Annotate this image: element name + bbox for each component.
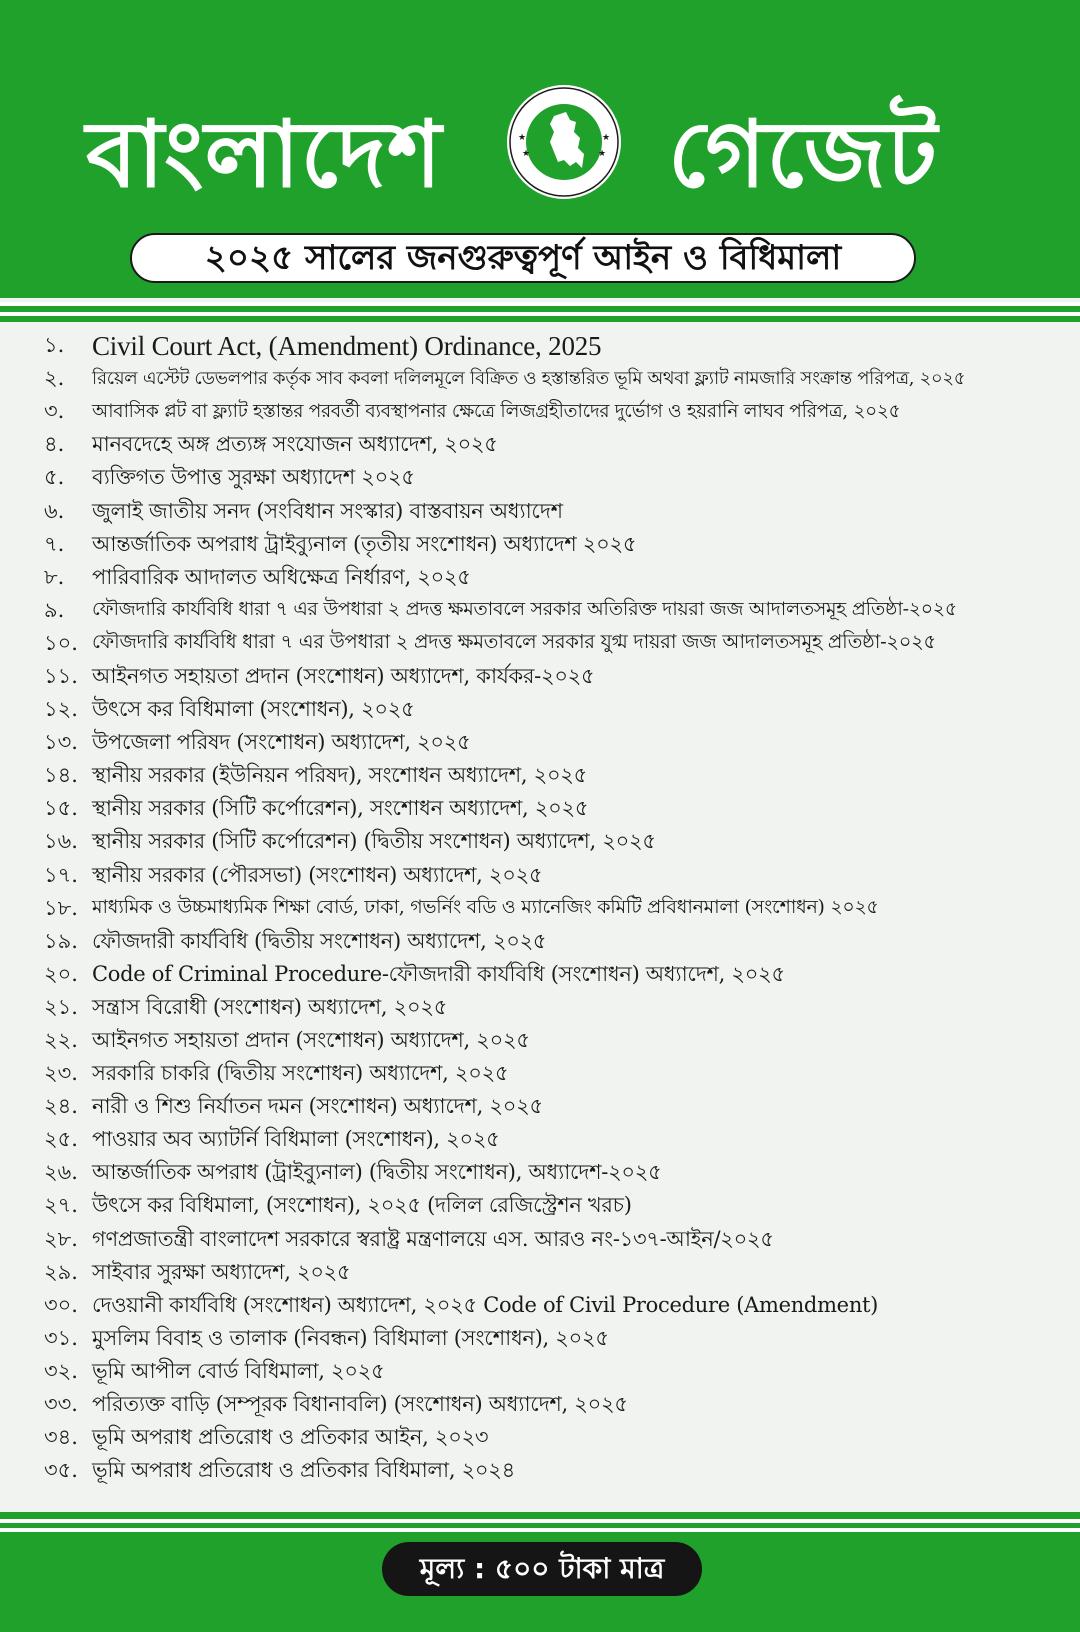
item-text: উৎসে কর বিধিমালা (সংশোধন), ২০২৫	[92, 697, 415, 722]
list-item	[44, 926, 1064, 959]
item-text: ভূমি অপরাধ প্রতিরোধ ও প্রতিকার বিধিমালা, ২০২৪	[92, 1458, 515, 1483]
item-text: ভূমি অপরাধ প্রতিরোধ ও প্রতিকার আইন, ২০২৩	[92, 1425, 489, 1450]
item-text: স্থানীয় সরকার (সিটি কর্পোরেশন), সংশোধন অধ্যাদেশ, ২০২৫	[92, 796, 589, 821]
item-number: ১.	[44, 333, 65, 358]
list-item	[44, 1422, 1064, 1455]
item-number: ৩.	[44, 399, 65, 424]
item-number: ৩৫.	[44, 1458, 78, 1483]
law-list	[44, 330, 1064, 1488]
svg-text:★: ★	[518, 133, 527, 143]
item-number: ৮.	[44, 564, 65, 589]
item-text: Civil Court Act, (Amendment) Ordinance, 2025	[92, 331, 602, 362]
item-number: ২৭.	[44, 1193, 78, 1218]
item-number: ২৩.	[44, 1061, 78, 1086]
item-text: আইনগত সহায়তা প্রদান (সংশোধন) অধ্যাদেশ, কার্যকর-২০২৫	[92, 663, 595, 688]
list-item	[44, 694, 1064, 727]
list-item	[44, 1323, 1064, 1356]
list-item	[44, 429, 1064, 462]
item-number: ৩৩.	[44, 1392, 78, 1417]
item-number: ২৫.	[44, 1127, 78, 1152]
item-text: পারিবারিক আদালত অধিক্ষেত্র নির্ধারণ, ২০২৫	[92, 564, 471, 589]
list-item	[44, 826, 1064, 859]
subtitle-banner: ২০২৫ সালের জনগুরুত্বপূর্ণ আইন ও বিধিমালা	[130, 233, 916, 283]
list-item	[44, 992, 1064, 1025]
item-number: ২.	[44, 366, 65, 391]
list-item	[44, 1356, 1064, 1389]
item-number: ৬.	[44, 498, 65, 523]
svg-text:★: ★	[598, 149, 607, 159]
title-bangladesh: বাংলাদেশ	[86, 101, 443, 208]
list-item	[44, 893, 1064, 926]
item-text: মুসলিম বিবাহ ও তালাক (নিবন্ধন) বিধিমালা (সংশোধন), ২০২৫	[92, 1325, 609, 1350]
item-number: ১৩.	[44, 730, 78, 755]
government-emblem-icon	[504, 82, 624, 202]
item-text: রিয়েল এস্টেট ডেভলপার কর্তৃক সাব কবলা দলিলমূলে বিক্রিত ও হস্তান্তরিত ভূমি অথবা ফ্ল্যাট নামজারি সংক্রান্ত পরিপত্র, ২০২৫	[92, 368, 966, 390]
list-item	[44, 562, 1064, 595]
list-item	[44, 1190, 1064, 1223]
list-item	[44, 330, 1064, 363]
item-text: নারী ও শিশু নির্যাতন দমন (সংশোধন) অধ্যাদেশ, ২০২৫	[92, 1094, 543, 1119]
list-item	[44, 793, 1064, 826]
item-text: ব্যক্তিগত উপাত্ত সুরক্ষা অধ্যাদেশ ২০২৫	[92, 465, 415, 490]
item-number: ১৬.	[44, 829, 78, 854]
item-number: ২৮.	[44, 1226, 78, 1251]
item-text: স্থানীয় সরকার (ইউনিয়ন পরিষদ), সংশোধন অধ্যাদেশ, ২০২৫	[92, 763, 587, 788]
list-item	[44, 1058, 1064, 1091]
list-item	[44, 1025, 1064, 1058]
list-item	[44, 1124, 1064, 1157]
content-area	[0, 322, 1080, 1508]
item-number: ১১.	[44, 663, 78, 688]
item-number: ১৭.	[44, 862, 78, 887]
item-text: স্থানীয় সরকার (সিটি কর্পোরেশন) (দ্বিতীয় সংশোধন) অধ্যাদেশ, ২০২৫	[92, 829, 656, 854]
item-text: উৎসে কর বিধিমালা, (সংশোধন), ২০২৫ (দলিল রেজিস্ট্রেশন খরচ)	[92, 1193, 632, 1218]
list-item	[44, 727, 1064, 760]
list-item	[44, 396, 1064, 429]
item-number: ১৮.	[44, 895, 78, 920]
item-text: আন্তর্জাতিক অপরাধ ট্রাইব্যুনাল (তৃতীয় সংশোধন) অধ্যাদেশ ২০২৫	[92, 531, 637, 556]
item-text: গণপ্রজাতন্ত্রী বাংলাদেশ সরকারে স্বরাষ্ট্র মন্ত্রণালয়ে এস. আরও নং-১৩৭-আইন/২০২৫	[92, 1226, 774, 1251]
item-text: পরিত্যক্ত বাড়ি (সম্পূরক বিধানাবলি) (সংশোধন) অধ্যাদেশ, ২০২৫	[92, 1392, 628, 1417]
item-number: ২১.	[44, 994, 78, 1019]
item-text: উপজেলা পরিষদ (সংশোধন) অধ্যাদেশ, ২০২৫	[92, 730, 471, 755]
footer-divider-line	[0, 1519, 1080, 1523]
item-number: ৫.	[44, 465, 65, 490]
list-item	[44, 959, 1064, 992]
item-number: ১৫.	[44, 796, 78, 821]
item-number: ১৯.	[44, 928, 78, 953]
item-number: ৪.	[44, 432, 65, 457]
item-text: আবাসিক প্লট বা ফ্ল্যাট হস্তান্তর পরবর্তী ব্যবস্থাপনার ক্ষেত্রে লিজগ্রহীতাদের দুর্ভোগ ও হয়রানি লাঘব পরিপত্র, ২০২৫	[92, 401, 901, 423]
item-text: ফৌজদারি কার্যবিধি ধারা ৭ এর উপধারা ২ প্রদত্ত ক্ষমতাবলে সরকার যুগ্ম দায়রা জজ আদালতসমূহ প্রতিষ্ঠা-২০২৫	[92, 630, 936, 654]
item-number: ২৬.	[44, 1160, 78, 1185]
item-number: ৩২.	[44, 1358, 78, 1383]
item-number: ৩১.	[44, 1325, 78, 1350]
item-text: পাওয়ার অব অ্যাটর্নি বিধিমালা (সংশোধন), ২০২৫	[92, 1127, 500, 1152]
price-badge: মূল্য : ৫০০ টাকা মাত্র	[382, 1542, 702, 1596]
item-text: দেওয়ানী কার্যবিধি (সংশোধন) অধ্যাদেশ, ২০২৫ Code of Civil Procedure (Amendment)	[92, 1292, 879, 1317]
item-number: ২২.	[44, 1028, 78, 1053]
list-item	[44, 495, 1064, 528]
item-number: ১৪.	[44, 763, 78, 788]
item-number: ১২.	[44, 697, 78, 722]
list-item	[44, 462, 1064, 495]
svg-text:★: ★	[602, 133, 611, 143]
item-text: স্থানীয় সরকার (পৌরসভা) (সংশোধন) অধ্যাদেশ, ২০২৫	[92, 862, 543, 887]
item-text: মানবদেহে অঙ্গ প্রত্যঙ্গ সংযোজন অধ্যাদেশ, ২০২৫	[92, 432, 498, 457]
item-number: ৩০.	[44, 1292, 78, 1317]
list-item	[44, 661, 1064, 694]
list-item	[44, 595, 1064, 628]
list-item	[44, 1389, 1064, 1422]
list-item	[44, 529, 1064, 562]
list-item	[44, 760, 1064, 793]
item-number: ৯.	[44, 597, 65, 622]
item-text: Code of Criminal Procedure-ফৌজদারী কার্যবিধি (সংশোধন) অধ্যাদেশ, ২০২৫	[92, 961, 785, 986]
title-gazette: গেজেট	[668, 101, 939, 208]
item-text: ফৌজদারি কার্যবিধি ধারা ৭ এর উপধারা ২ প্রদত্ত ক্ষমতাবলে সরকার অতিরিক্ত দায়রা জজ আদালতসমূহ প্রতিষ্ঠা-২০২৫	[92, 598, 957, 621]
list-item	[44, 363, 1064, 396]
list-item	[44, 860, 1064, 893]
item-number: ২৪.	[44, 1094, 78, 1119]
item-number: ২৯.	[44, 1259, 78, 1284]
item-text: সন্ত্রাস বিরোধী (সংশোধন) অধ্যাদেশ, ২০২৫	[92, 994, 448, 1019]
list-item	[44, 1091, 1064, 1124]
svg-text:★: ★	[522, 149, 531, 159]
list-item	[44, 1157, 1064, 1190]
list-item	[44, 628, 1064, 661]
item-text: সাইবার সুরক্ষা অধ্যাদেশ, ২০২৫	[92, 1259, 351, 1284]
item-text: আন্তর্জাতিক অপরাধ (ট্রাইব্যুনাল) (দ্বিতীয় সংশোধন), অধ্যাদেশ-২০২৫	[92, 1160, 662, 1185]
list-item	[44, 1257, 1064, 1290]
item-text: আইনগত সহায়তা প্রদান (সংশোধন) অধ্যাদেশ, ২০২৫	[92, 1028, 530, 1053]
list-item	[44, 1224, 1064, 1257]
item-number: ২০.	[44, 961, 78, 986]
list-item	[44, 1290, 1064, 1323]
item-number: ৩৪.	[44, 1425, 78, 1450]
footer-divider-line	[0, 1528, 1080, 1532]
item-text: ফৌজদারী কার্যবিধি (দ্বিতীয় সংশোধন) অধ্যাদেশ, ২০২৫	[92, 928, 547, 953]
item-text: ভূমি আপীল বোর্ড বিধিমালা, ২০২৫	[92, 1358, 385, 1383]
item-text: সরকারি চাকরি (দ্বিতীয় সংশোধন) অধ্যাদেশ, ২০২৫	[92, 1061, 509, 1086]
item-text: মাধ্যমিক ও উচ্চমাধ্যমিক শিক্ষা বোর্ড, ঢাকা, গভর্নিং বডি ও ম্যানেজিং কমিটি প্রবিধানমালা (সংশোধন) ২০২৫	[92, 896, 879, 919]
item-text: জুলাই জাতীয় সনদ (সংবিধান সংস্কার) বাস্তবায়ন অধ্যাদেশ	[92, 498, 563, 523]
item-number: ৭.	[44, 531, 65, 556]
list-item	[44, 1455, 1064, 1488]
item-number: ১০.	[44, 630, 78, 655]
